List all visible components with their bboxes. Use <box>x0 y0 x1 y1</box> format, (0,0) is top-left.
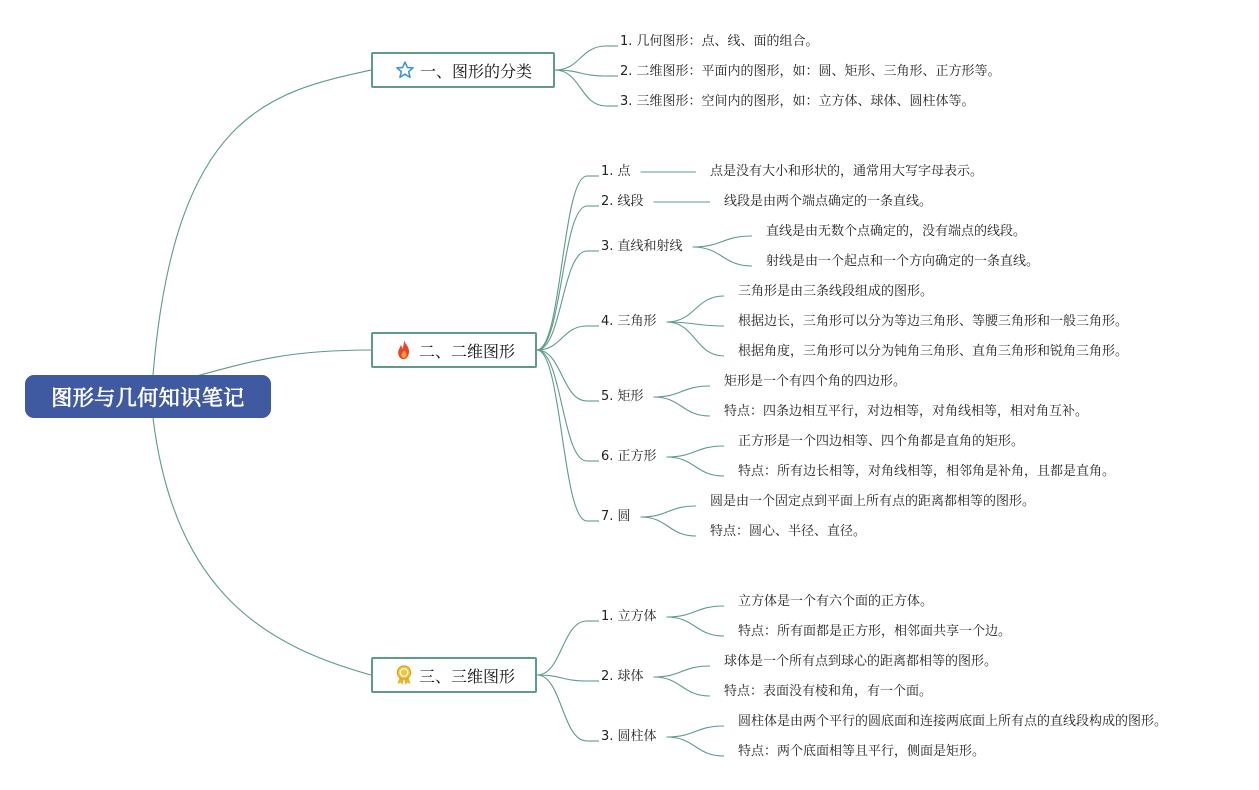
subtopic-square[interactable]: 6. 正方形 <box>601 449 657 464</box>
section-title: 二、二维图形 <box>418 341 515 361</box>
note[interactable]: 特点：所有面都是正方形，相邻面共享一个边。 <box>738 624 1012 639</box>
connector-line <box>667 296 724 322</box>
connector-line <box>693 236 752 247</box>
note[interactable]: 特点：圆心、半径、直径。 <box>710 524 867 539</box>
classification-item[interactable]: 2. 二维图形：平面内的图形，如：圆、矩形、三角形、正方形等。 <box>620 64 1001 79</box>
connector-line <box>654 666 710 677</box>
note[interactable]: 直线是由无数个点确定的，没有端点的线段。 <box>766 224 1027 239</box>
root-topic[interactable] <box>25 375 271 418</box>
subtopic-cube[interactable]: 1. 立方体 <box>601 609 657 624</box>
connector-line <box>537 206 587 350</box>
note[interactable]: 射线是由一个起点和一个方向确定的一条直线。 <box>766 254 1040 269</box>
note[interactable]: 点是没有大小和形状的，通常用大写字母表示。 <box>710 164 984 179</box>
connector-line <box>153 418 371 675</box>
connector-line <box>537 675 587 741</box>
subtopic-triangle[interactable]: 4. 三角形 <box>601 314 657 329</box>
award-medal-icon <box>393 664 415 686</box>
connector-line <box>667 322 724 356</box>
subtopic-segment[interactable]: 2. 线段 <box>601 194 644 209</box>
classification-item[interactable]: 1. 几何图形：点、线、面的组合。 <box>620 34 819 49</box>
section-2d-shapes[interactable] <box>371 332 537 368</box>
fire-icon <box>393 339 415 361</box>
note[interactable]: 根据边长，三角形可以分为等边三角形、等腰三角形和一般三角形。 <box>738 314 1129 329</box>
connector-line <box>537 350 587 461</box>
connector-line <box>193 350 371 377</box>
subtopic-line-ray[interactable]: 3. 直线和射线 <box>601 239 683 254</box>
note[interactable]: 特点：表面没有棱和角，有一个面。 <box>724 684 933 699</box>
star-icon <box>394 59 416 81</box>
note[interactable]: 圆柱体是由两个平行的圆底面和连接两底面上所有点的直线段构成的图形。 <box>738 714 1168 729</box>
connector-line <box>555 46 606 70</box>
connector-line <box>641 517 696 536</box>
connector-line <box>537 675 587 681</box>
note[interactable]: 特点：四条边相互平行，对边相等，对角线相等，相对角互补。 <box>724 404 1089 419</box>
connector-line <box>537 621 587 675</box>
note[interactable]: 根据角度，三角形可以分为钝角三角形、直角三角形和锐角三角形。 <box>738 344 1129 359</box>
section-3d-shapes[interactable] <box>371 657 537 693</box>
connector-line <box>667 457 724 476</box>
note[interactable]: 圆是由一个固定点到平面上所有点的距离都相等的图形。 <box>710 494 1036 509</box>
subtopic-rectangle[interactable]: 5. 矩形 <box>601 389 644 404</box>
section-title: 三、三维图形 <box>418 666 515 686</box>
classification-item[interactable]: 3. 三维图形：空间内的图形，如：立方体、球体、圆柱体等。 <box>620 94 975 109</box>
note[interactable]: 矩形是一个有四个角的四边形。 <box>724 374 907 389</box>
section-classification[interactable] <box>371 52 555 88</box>
note[interactable]: 球体是一个所有点到球心的距离都相等的图形。 <box>724 654 998 669</box>
note[interactable]: 正方形是一个四边相等、四个角都是直角的矩形。 <box>738 434 1025 449</box>
connector-line <box>654 397 710 416</box>
subtopic-circle[interactable]: 7. 圆 <box>601 509 631 524</box>
connector-line <box>667 322 724 326</box>
connector-line <box>537 350 587 401</box>
connector-line <box>667 737 724 756</box>
connector-line <box>641 506 696 517</box>
note[interactable]: 立方体是一个有六个面的正方体。 <box>738 594 934 609</box>
subtopic-cylinder[interactable]: 3. 圆柱体 <box>601 729 657 744</box>
connector-line <box>693 247 752 266</box>
connector-line <box>667 617 724 636</box>
connector-line <box>153 70 371 375</box>
connector-line <box>654 386 710 397</box>
connector-line <box>667 726 724 737</box>
connector-line <box>667 606 724 617</box>
note[interactable]: 线段是由两个端点确定的一条直线。 <box>724 194 933 209</box>
connector-line <box>537 176 587 350</box>
note[interactable]: 特点：两个底面相等且平行，侧面是矩形。 <box>738 744 986 759</box>
note[interactable]: 特点：所有边长相等，对角线相等，相邻角是补角，且都是直角。 <box>738 464 1116 479</box>
connector-line <box>654 677 710 696</box>
note[interactable]: 三角形是由三条线段组成的图形。 <box>738 284 934 299</box>
subtopic-sphere[interactable]: 2. 球体 <box>601 669 644 684</box>
root-topic-title: 图形与几何知识笔记 <box>51 385 245 410</box>
section-title: 一、图形的分类 <box>419 61 532 81</box>
subtopic-point[interactable]: 1. 点 <box>601 164 631 179</box>
connector-line <box>667 446 724 457</box>
